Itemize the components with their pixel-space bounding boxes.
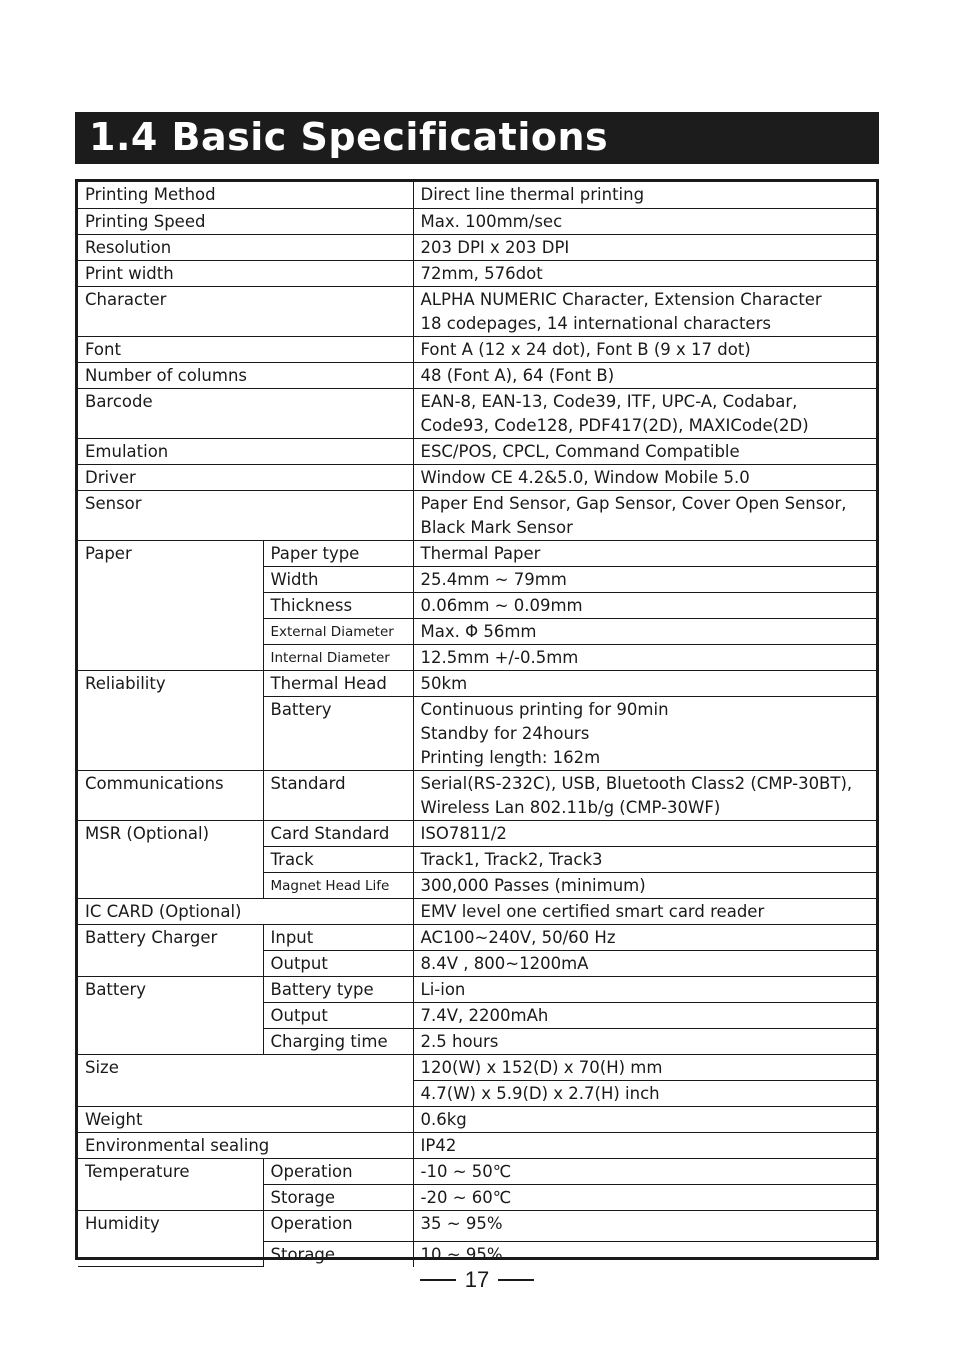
spec-value [413,1054,876,1080]
spec-value [413,820,876,846]
spec-category: Emulation [78,438,413,464]
spec-value [413,540,876,566]
spec-subcategory: Battery type [263,976,413,1002]
spec-value-line: 72mm, 576dot [420,263,543,283]
spec-subcategory: Track [263,846,413,872]
spec-category: Printing Method [78,182,413,208]
spec-table-body [78,182,876,1267]
spec-value [413,1184,876,1210]
spec-category: Temperature [78,1158,263,1210]
spec-value-line: ISO7811/2 [420,823,507,843]
spec-value-line: 0.06mm ~ 0.09mm [420,595,583,615]
table-row [78,362,876,388]
spec-value [413,1132,876,1158]
spec-category: Printing Speed [78,208,413,234]
section-title-bar [75,112,879,164]
spec-subcategory: Operation [263,1210,413,1241]
table-row [78,1106,876,1132]
spec-value [413,696,876,770]
table-row [78,336,876,362]
spec-value-line: Direct line thermal printing [420,185,645,204]
table-row [78,438,876,464]
spec-value [413,1080,876,1106]
spec-value-line: AC100~240V, 50/60 Hz [420,927,616,947]
spec-value-line: 25.4mm ~ 79mm [420,569,567,589]
spec-subcategory: Thermal Head [263,670,413,696]
spec-value [413,950,876,976]
table-row [78,898,876,924]
spec-table-container [75,179,879,1264]
section-title: 1.4 Basic Specifications [89,115,609,159]
spec-value-line: 7.4V, 2200mAh [420,1005,549,1025]
spec-category: Paper [78,540,263,670]
spec-category: Environmental sealing [78,1132,413,1158]
spec-category: Print width [78,260,413,286]
spec-category: Font [78,336,413,362]
spec-subcategory: Standard [263,770,413,820]
spec-value-line: Paper End Sensor, Gap Sensor, Cover Open Sensor, [420,493,847,513]
spec-value [413,490,876,540]
spec-category: Humidity [78,1210,263,1267]
spec-value-line: Printing length: 162m [420,747,601,767]
spec-subcategory: Storage [263,1184,413,1210]
spec-value [413,976,876,1002]
spec-subcategory: Charging time [263,1028,413,1054]
spec-subcategory: Battery [263,696,413,770]
spec-value-line: Font A (12 x 24 dot), Font B (9 x 17 dot) [420,339,751,359]
spec-value-line: Serial(RS-232C), USB, Bluetooth Class2 (CMP-30BT), [420,773,853,793]
table-row [78,234,876,260]
spec-subcategory: Storage [263,1241,413,1267]
table-row [78,1054,876,1080]
spec-value-line: 203 DPI x 203 DPI [420,237,570,257]
spec-value-line: ALPHA NUMERIC Character, Extension Character [420,289,822,309]
spec-category: Battery Charger [78,924,263,976]
spec-subcategory: Width [263,566,413,592]
spec-category: Barcode [78,388,413,438]
table-row [78,1132,876,1158]
spec-subcategory: Thickness [263,592,413,618]
spec-value [413,770,876,820]
spec-value [413,182,876,208]
spec-value [413,260,876,286]
table-row [78,490,876,540]
table-row [78,540,876,566]
spec-value [413,644,876,670]
footer-rule-right [498,1279,534,1281]
spec-category: Sensor [78,490,413,540]
spec-value [413,618,876,644]
spec-value-line: Track1, Track2, Track3 [420,849,603,869]
spec-value-line: Wireless Lan 802.11b/g (CMP-30WF) [420,797,721,817]
spec-value-line: -20 ~ 60℃ [420,1187,512,1207]
spec-value-line: Li-ion [420,979,466,999]
spec-value-line: 50km [420,673,468,693]
spec-category: Driver [78,464,413,490]
spec-subcategory: Output [263,950,413,976]
spec-category: Reliability [78,670,263,770]
spec-subcategory: Paper type [263,540,413,566]
spec-value [413,592,876,618]
table-row [78,286,876,336]
page-footer [0,1265,954,1295]
spec-value [413,846,876,872]
spec-value-line: 120(W) x 152(D) x 70(H) mm [420,1057,663,1077]
spec-value-line: Black Mark Sensor [420,517,573,537]
spec-value-line: Max. Φ 56mm [420,621,537,641]
spec-value [413,336,876,362]
table-row [78,770,876,820]
spec-value [413,1210,876,1241]
spec-value [413,670,876,696]
spec-value-line: IP42 [420,1135,457,1155]
spec-category: Weight [78,1106,413,1132]
spec-value-line: 4.7(W) x 5.9(D) x 2.7(H) inch [420,1083,660,1103]
spec-value [413,1158,876,1184]
spec-value [413,286,876,336]
spec-value-line: 300,000 Passes (minimum) [420,875,646,895]
spec-value-line: Code93, Code128, PDF417(2D), MAXICode(2D) [420,415,809,435]
spec-value [413,208,876,234]
spec-value [413,872,876,898]
page-number: 17 [464,1267,490,1292]
table-row [78,820,876,846]
spec-value-line: 35 ~ 95% [420,1213,503,1233]
spec-subcategory: Magnet Head Life [263,872,413,898]
spec-value [413,362,876,388]
spec-table [78,182,876,1267]
spec-value-line: ESC/POS, CPCL, Command Compatible [420,441,740,461]
spec-subcategory: Output [263,1002,413,1028]
spec-subcategory: Internal Diameter [263,644,413,670]
spec-subcategory: Input [263,924,413,950]
spec-value [413,1106,876,1132]
spec-value-line: -10 ~ 50℃ [420,1161,512,1181]
spec-value-line: 48 (Font A), 64 (Font B) [420,365,615,385]
table-row [78,1210,876,1241]
footer-rule-left [420,1279,456,1281]
spec-value [413,1241,876,1267]
spec-category: Number of columns [78,362,413,388]
spec-value [413,924,876,950]
spec-value-line: 12.5mm +/-0.5mm [420,647,579,667]
table-row [78,260,876,286]
spec-category: MSR (Optional) [78,820,263,898]
spec-subcategory: Operation [263,1158,413,1184]
table-row [78,976,876,1002]
table-row [78,1158,876,1184]
spec-value-line: 0.6kg [420,1109,467,1129]
spec-category: Resolution [78,234,413,260]
spec-value-line: 10 ~ 95% [420,1244,503,1264]
spec-category: Communications [78,770,263,820]
spec-subcategory: Card Standard [263,820,413,846]
spec-value [413,566,876,592]
spec-value [413,464,876,490]
spec-value-line: Standby for 24hours [420,723,590,743]
spec-value-line: EMV level one certified smart card reader [420,901,765,921]
spec-value-line: EAN-8, EAN-13, Code39, ITF, UPC-A, Codabar, [420,391,798,411]
table-row [78,182,876,208]
table-row [78,208,876,234]
spec-value [413,1002,876,1028]
spec-value [413,438,876,464]
spec-value-line: Window CE 4.2&5.0, Window Mobile 5.0 [420,467,750,487]
spec-value-line: Max. 100mm/sec [420,211,563,231]
spec-category: Character [78,286,413,336]
spec-value [413,1028,876,1054]
table-row [78,670,876,696]
spec-value-line: Continuous printing for 90min [420,699,669,719]
spec-value [413,388,876,438]
spec-value-line: 18 codepages, 14 international characters [420,313,771,333]
table-row [78,388,876,438]
spec-value [413,234,876,260]
spec-value-line: Thermal Paper [420,543,541,563]
spec-category: Size [78,1054,413,1106]
spec-subcategory: External Diameter [263,618,413,644]
spec-category: Battery [78,976,263,1054]
spec-category: IC CARD (Optional) [78,898,413,924]
spec-value [413,898,876,924]
spec-value-line: 2.5 hours [420,1031,499,1051]
spec-value-line: 8.4V , 800~1200mA [420,953,589,973]
table-row [78,924,876,950]
table-row [78,464,876,490]
